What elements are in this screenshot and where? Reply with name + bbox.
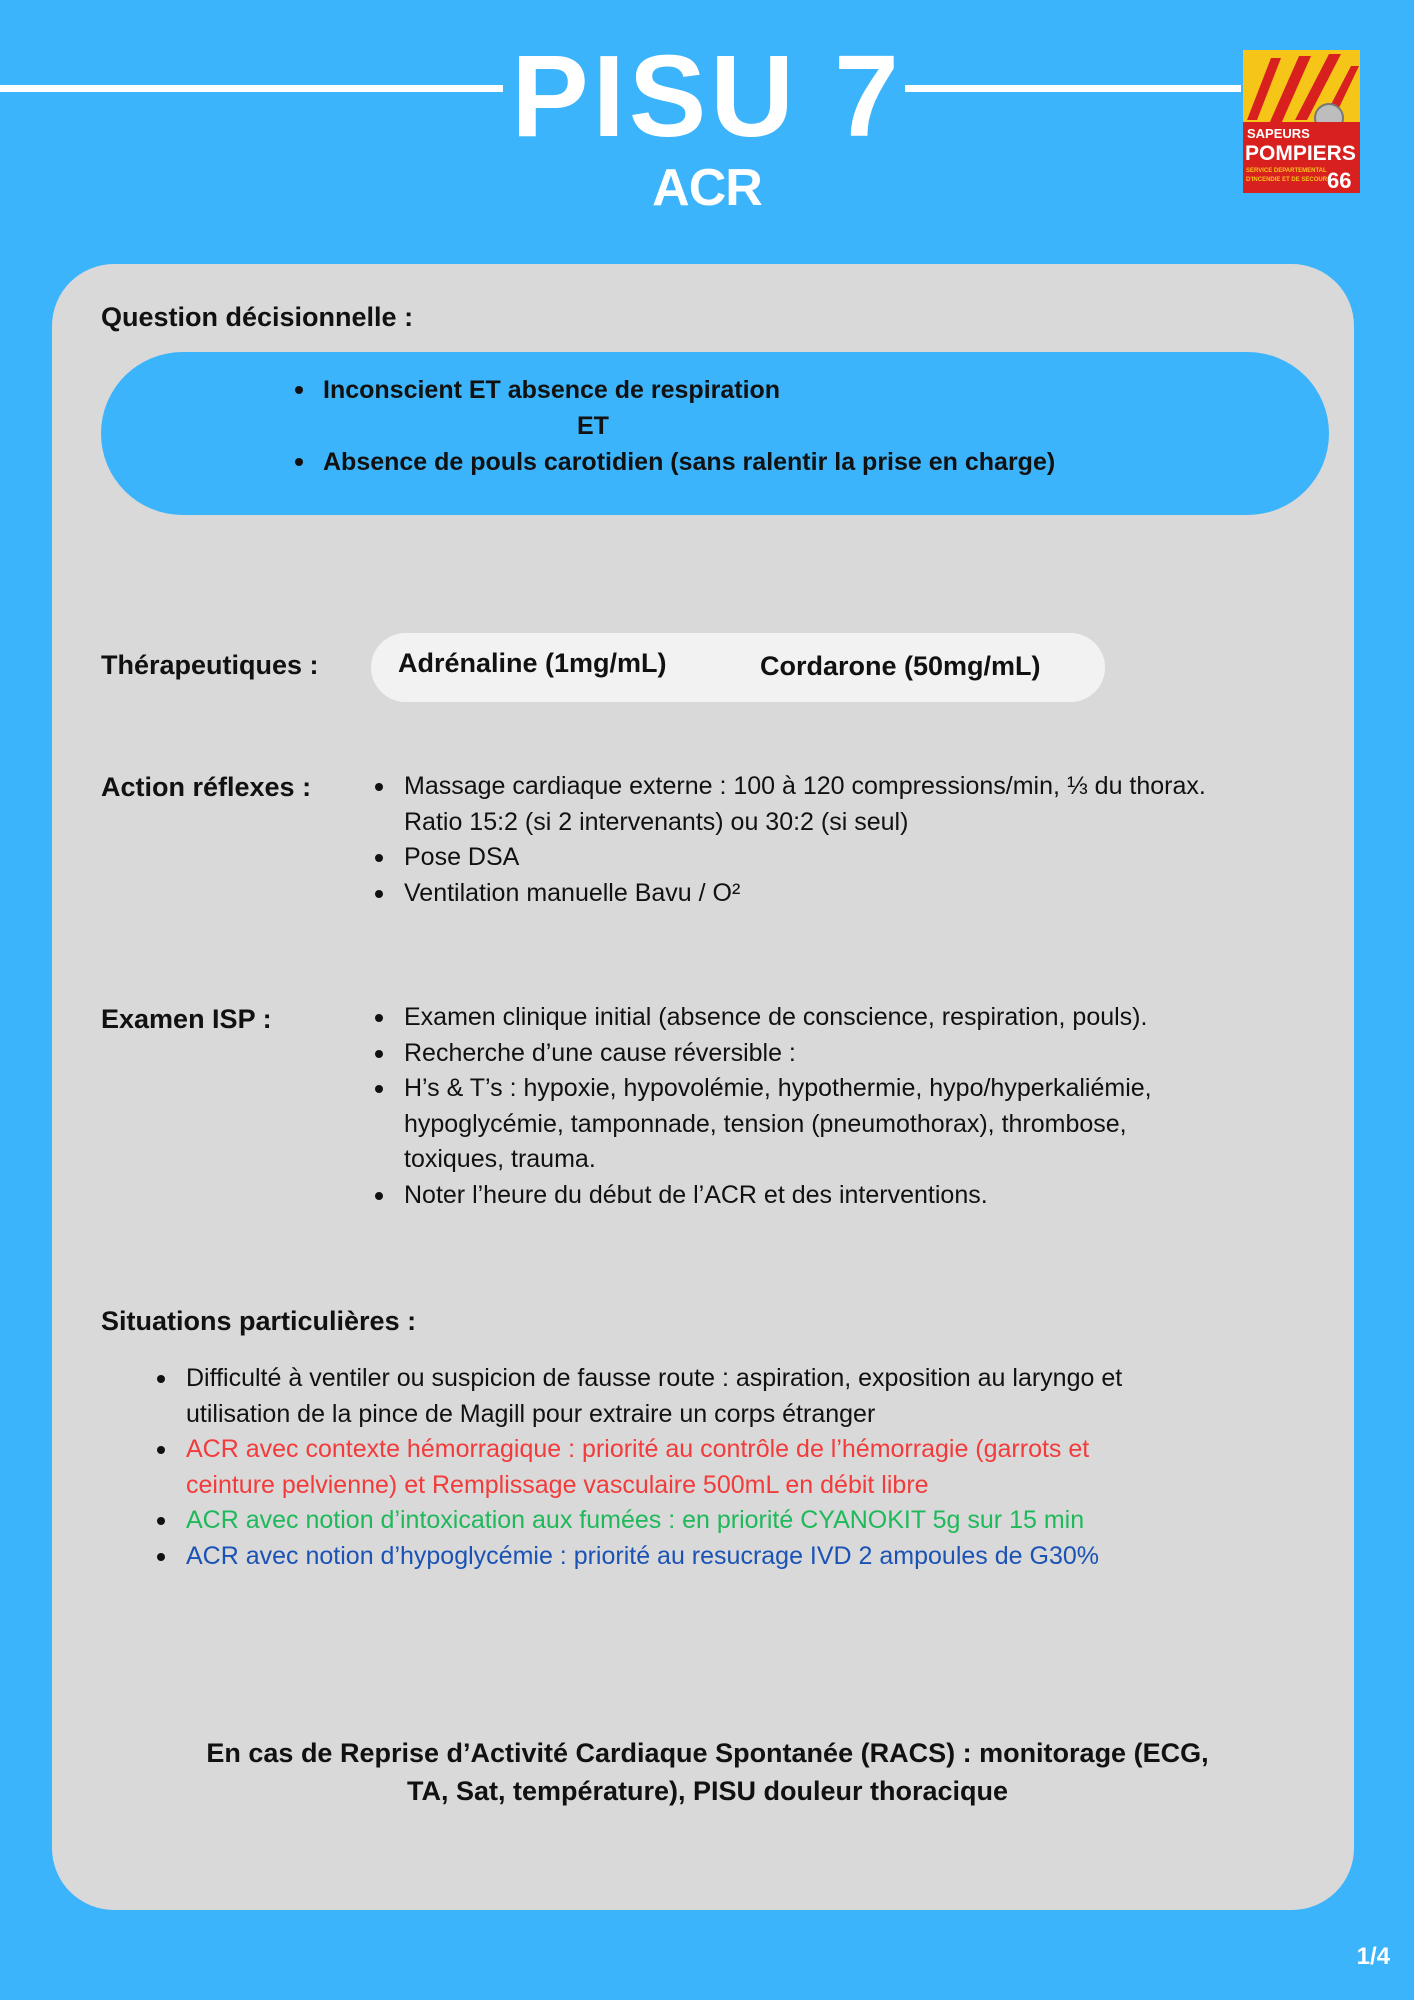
therapeutiques-label: Thérapeutiques : <box>101 650 319 680</box>
list-item-hemorrhage: ACR avec contexte hémorragique : priorité au contrôle de l’hémorragie (garrots et ceinture pelvienne) et Remplissage vasculaire 500mL en débit libre <box>186 1432 1122 1503</box>
examen-label: Examen ISP : <box>101 1004 272 1034</box>
question-list <box>323 372 1055 480</box>
logo-text-sapeurs: SAPEURS <box>1247 126 1310 141</box>
question-connector: ET <box>577 412 609 440</box>
list-item: Noter l’heure du début de l’ACR et des interventions. <box>404 1178 1152 1214</box>
actions-list <box>404 769 1206 911</box>
situations-list <box>186 1361 1122 1574</box>
therapeutiques-pill <box>371 633 1105 702</box>
list-item: Massage cardiaque externe : 100 à 120 compressions/min, ⅓ du thorax. Ratio 15:2 (si 2 intervenants) ou 30:2 (si seul) <box>404 769 1206 840</box>
logo-text-pompiers: POMPIERS <box>1245 142 1356 165</box>
question-item: Absence de pouls carotidien (sans ralentir la prise en charge) <box>323 444 1055 480</box>
examen-list <box>404 1000 1152 1213</box>
list-item-smoke: ACR avec notion d’intoxication aux fumées : en priorité CYANOKIT 5g sur 15 min <box>186 1503 1122 1539</box>
situations-label: Situations particulières : <box>101 1306 417 1336</box>
sdis-66-logo <box>1243 50 1360 193</box>
drug-adrenaline: Adrénaline (1mg/mL) <box>398 648 667 678</box>
page-subtitle: ACR <box>652 159 762 217</box>
actions-label: Action réflexes : <box>101 772 312 802</box>
question-label: Question décisionnelle : <box>101 302 414 332</box>
list-item: Difficulté à ventiler ou suspicion de fausse route : aspiration, exposition au laryngo et utilisation de la pince de Magill pour extraire un corps étranger <box>186 1361 1122 1432</box>
question-item: Inconscient ET absence de respiration <box>323 372 1055 408</box>
list-item-hypoglycemia: ACR avec notion d’hypoglycémie : priorité au resucrage IVD 2 ampoules de G30% <box>186 1539 1122 1575</box>
logo-text-service: SERVICE DEPARTEMENTAL <box>1246 168 1327 174</box>
racs-note: En cas de Reprise d’Activité Cardiaque Spontanée (RACS) : monitorage (ECG, TA, Sat, température), PISU douleur thoracique <box>206 1738 1209 1806</box>
question-box <box>101 352 1329 515</box>
list-item: H’s & T’s : hypoxie, hypovolémie, hypothermie, hypo/hyperkaliémie, hypoglycémie, tamponnade, tension (pneumothorax), thrombose, toxiques, trauma. <box>404 1071 1152 1178</box>
list-item: Examen clinique initial (absence de conscience, respiration, pouls). <box>404 1000 1152 1036</box>
logo-number: 66 <box>1327 168 1352 193</box>
list-item: Ventilation manuelle Bavu / O² <box>404 876 1206 912</box>
page-title: PISU 7 <box>511 31 903 161</box>
list-item: Recherche d’une cause réversible : <box>404 1036 1152 1072</box>
drug-cordarone: Cordarone (50mg/mL) <box>760 651 1041 681</box>
logo-text-incendie: D'INCENDIE ET DE SECOURS <box>1246 177 1332 183</box>
list-item: Pose DSA <box>404 840 1206 876</box>
page-number: 1/4 <box>1356 1943 1390 1970</box>
